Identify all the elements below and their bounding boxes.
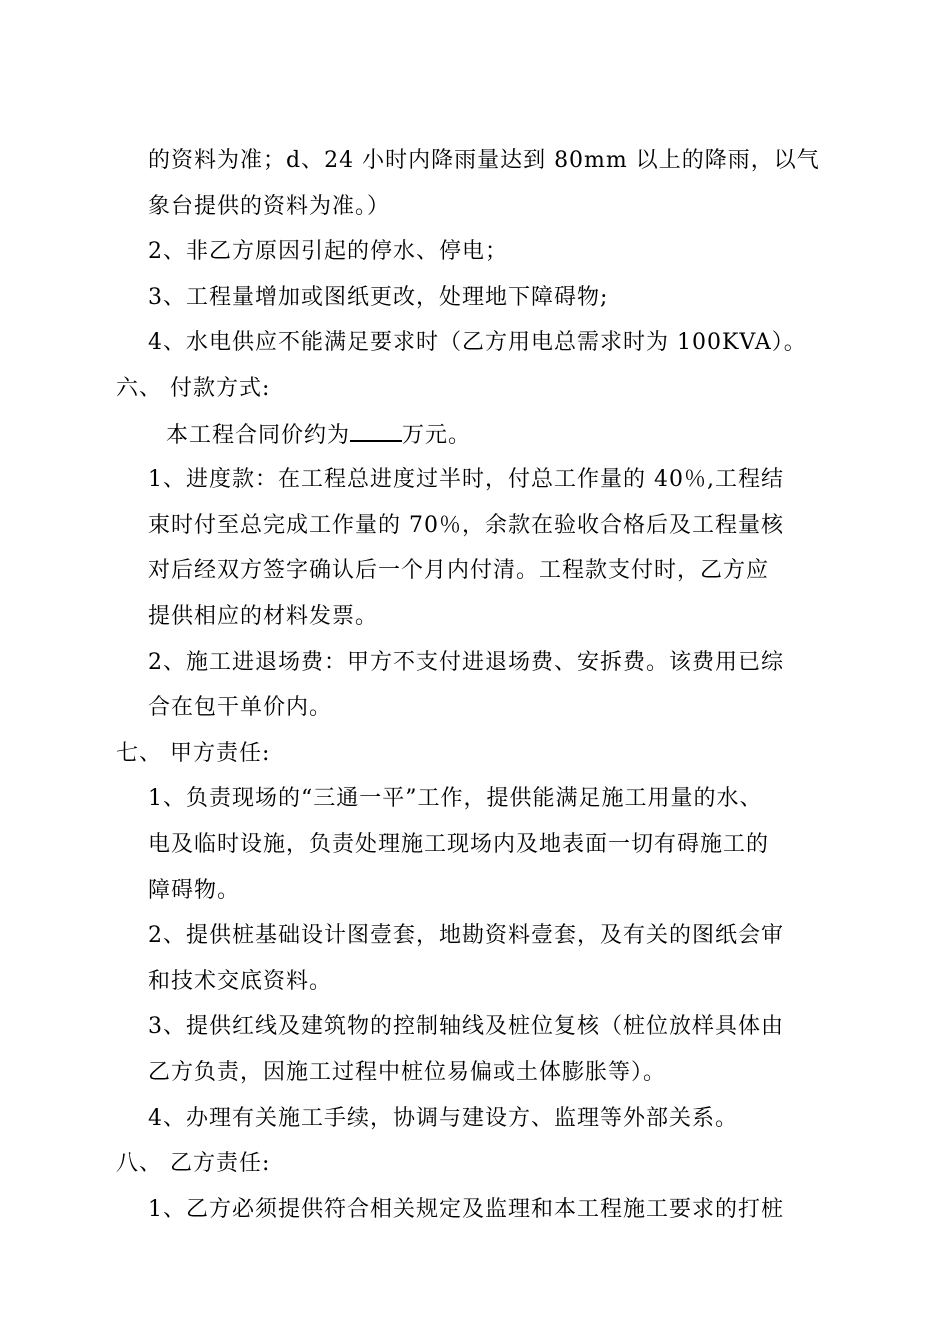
text-line: 合在包干单价内。: [148, 695, 333, 720]
contract-price-line: [166, 420, 471, 451]
section-heading: 六、 付款方式:: [116, 376, 271, 401]
list-item: 4、水电供应不能满足要求时（乙方用电总需求时为 100KVA）。: [148, 330, 807, 355]
text-line: 提供相应的材料发票。: [148, 604, 379, 629]
contract-price-prefix: 本工程合同价约为: [166, 423, 351, 448]
text-line: 和技术交底资料。: [148, 969, 333, 994]
text-line: 乙方负责，因施工过程中桩位易偏或土体膨胀等）。: [148, 1060, 667, 1085]
list-item: 1、负责现场的“三通一平”工作，提供能满足施工用量的水、: [148, 786, 763, 811]
text-line: 象台提供的资料为准。）: [148, 194, 391, 219]
section-heading: 八、 乙方责任:: [116, 1151, 271, 1176]
list-item: 3、工程量增加或图纸更改，处理地下障碍物;: [148, 285, 609, 310]
text-line: 对后经双方签字确认后一个月内付清。工程款支付时，乙方应: [148, 558, 770, 583]
list-item: 2、提供桩基础设计图壹套，地勘资料壹套，及有关的图纸会审: [148, 923, 784, 948]
list-item: 3、提供红线及建筑物的控制轴线及桩位复核（桩位放样具体由: [148, 1014, 784, 1039]
text-line: 电及临时设施，负责处理施工现场内及地表面一切有碍施工的: [148, 832, 770, 857]
list-item: 1、乙方必须提供符合相关规定及监理和本工程施工要求的打桩: [148, 1197, 784, 1222]
section-heading: 七、 甲方责任:: [116, 741, 271, 766]
text-line: 障碍物。: [148, 878, 241, 903]
text-line: 的资料为准；d、24 小时内降雨量达到 80mm 以上的降雨，以气: [148, 148, 820, 173]
list-item: 2、施工进退场费：甲方不支付进退场费、安拆费。该费用已综: [148, 650, 784, 675]
text-line: 束时付至总完成工作量的 70％，余款在验收合格后及工程量核: [148, 513, 784, 538]
list-item: 2、非乙方原因引起的停水、停电；: [148, 239, 508, 264]
list-item: 1、进度款：在工程总进度过半时，付总工作量的 40％,工程结: [148, 467, 784, 492]
list-item: 4、办理有关施工手续，协调与建设方、监理等外部关系。: [148, 1106, 738, 1131]
contract-price-suffix: 万元。: [402, 423, 472, 448]
contract-price-blank: [350, 420, 402, 442]
